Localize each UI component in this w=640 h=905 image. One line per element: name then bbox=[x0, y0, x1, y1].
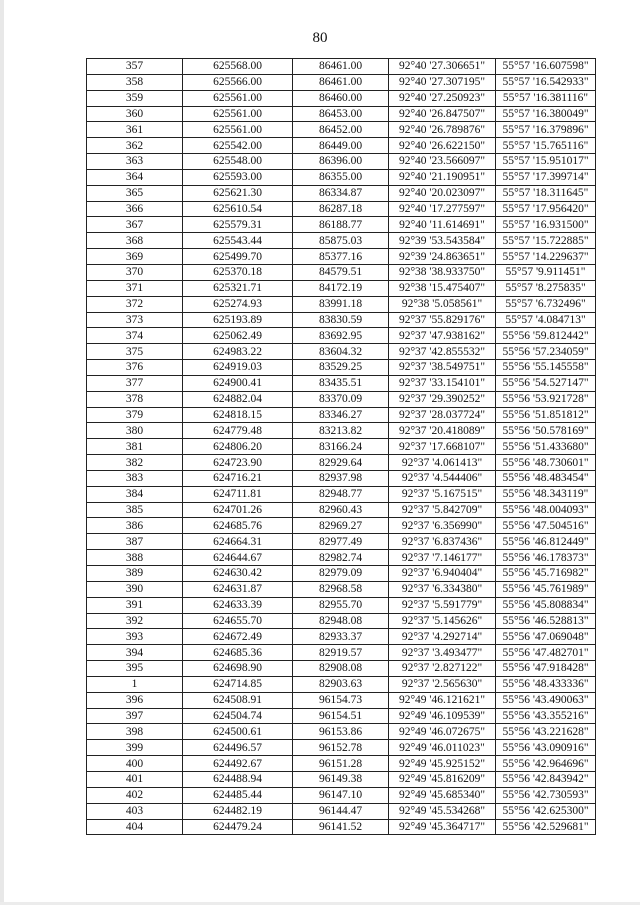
latitude-cell: 55°56 '43.090916" bbox=[496, 740, 596, 756]
table-row bbox=[87, 676, 596, 692]
longitude-cell: 92°37 '7.146177" bbox=[389, 550, 496, 566]
latitude-cell: 55°56 '43.221628" bbox=[496, 724, 596, 740]
y-coordinate-cell: 83370.09 bbox=[293, 391, 389, 407]
x-coordinate-cell: 625566.00 bbox=[183, 74, 293, 90]
table-row bbox=[87, 185, 596, 201]
y-coordinate-cell: 86287.18 bbox=[293, 201, 389, 217]
y-coordinate-cell: 82933.37 bbox=[293, 629, 389, 645]
table-row bbox=[87, 217, 596, 233]
latitude-cell: 55°56 '53.921728" bbox=[496, 391, 596, 407]
y-coordinate-cell: 83213.82 bbox=[293, 423, 389, 439]
y-coordinate-cell: 96152.78 bbox=[293, 740, 389, 756]
longitude-cell: 92°40 '21.190951" bbox=[389, 169, 496, 185]
latitude-cell: 55°56 '45.808834" bbox=[496, 597, 596, 613]
point-number-cell: 396 bbox=[87, 692, 183, 708]
table-row bbox=[87, 138, 596, 154]
longitude-cell: 92°49 '45.534268" bbox=[389, 803, 496, 819]
longitude-cell: 92°40 '27.250923" bbox=[389, 90, 496, 106]
longitude-cell: 92°40 '26.622150" bbox=[389, 138, 496, 154]
table-row bbox=[87, 74, 596, 90]
latitude-cell: 55°56 '46.178373" bbox=[496, 550, 596, 566]
point-number-cell: 391 bbox=[87, 597, 183, 613]
longitude-cell: 92°40 '20.023097" bbox=[389, 185, 496, 201]
y-coordinate-cell: 83529.25 bbox=[293, 360, 389, 376]
table-row bbox=[87, 375, 596, 391]
x-coordinate-cell: 624806.20 bbox=[183, 439, 293, 455]
latitude-cell: 55°56 '42.730593" bbox=[496, 787, 596, 803]
longitude-cell: 92°37 '4.061413" bbox=[389, 455, 496, 471]
x-coordinate-cell: 624500.61 bbox=[183, 724, 293, 740]
table-row bbox=[87, 534, 596, 550]
table-row bbox=[87, 771, 596, 787]
x-coordinate-cell: 624716.21 bbox=[183, 470, 293, 486]
longitude-cell: 92°40 '26.789876" bbox=[389, 122, 496, 138]
longitude-cell: 92°49 '45.816209" bbox=[389, 771, 496, 787]
point-number-cell: 375 bbox=[87, 344, 183, 360]
x-coordinate-cell: 625579.31 bbox=[183, 217, 293, 233]
point-number-cell: 383 bbox=[87, 470, 183, 486]
y-coordinate-cell: 82979.09 bbox=[293, 566, 389, 582]
latitude-cell: 55°56 '48.004093" bbox=[496, 502, 596, 518]
latitude-cell: 55°56 '47.482701" bbox=[496, 645, 596, 661]
table-row bbox=[87, 502, 596, 518]
table-row bbox=[87, 724, 596, 740]
longitude-cell: 92°37 '29.390252" bbox=[389, 391, 496, 407]
latitude-cell: 55°57 '15.951017" bbox=[496, 154, 596, 170]
x-coordinate-cell: 625193.89 bbox=[183, 312, 293, 328]
longitude-cell: 92°40 '27.306651" bbox=[389, 59, 496, 75]
y-coordinate-cell: 86453.00 bbox=[293, 106, 389, 122]
point-number-cell: 387 bbox=[87, 534, 183, 550]
latitude-cell: 55°56 '59.812442" bbox=[496, 328, 596, 344]
latitude-cell: 55°56 '48.433336" bbox=[496, 676, 596, 692]
table-row bbox=[87, 470, 596, 486]
table-row bbox=[87, 90, 596, 106]
point-number-cell: 386 bbox=[87, 518, 183, 534]
table-row bbox=[87, 819, 596, 835]
y-coordinate-cell: 82929.64 bbox=[293, 455, 389, 471]
point-number-cell: 374 bbox=[87, 328, 183, 344]
point-number-cell: 366 bbox=[87, 201, 183, 217]
latitude-cell: 55°56 '48.730601" bbox=[496, 455, 596, 471]
y-coordinate-cell: 82977.49 bbox=[293, 534, 389, 550]
latitude-cell: 55°57 '9.911451" bbox=[496, 264, 596, 280]
latitude-cell: 55°56 '42.529681" bbox=[496, 819, 596, 835]
latitude-cell: 55°56 '47.069048" bbox=[496, 629, 596, 645]
latitude-cell: 55°57 '14.229637" bbox=[496, 249, 596, 265]
point-number-cell: 357 bbox=[87, 59, 183, 75]
x-coordinate-cell: 624818.15 bbox=[183, 407, 293, 423]
latitude-cell: 55°56 '51.433680" bbox=[496, 439, 596, 455]
point-number-cell: 398 bbox=[87, 724, 183, 740]
table-row bbox=[87, 518, 596, 534]
y-coordinate-cell: 96149.38 bbox=[293, 771, 389, 787]
latitude-cell: 55°57 '15.765116" bbox=[496, 138, 596, 154]
longitude-cell: 92°37 '2.565630" bbox=[389, 676, 496, 692]
latitude-cell: 55°56 '48.343119" bbox=[496, 486, 596, 502]
y-coordinate-cell: 83604.32 bbox=[293, 344, 389, 360]
longitude-cell: 92°37 '4.544406" bbox=[389, 470, 496, 486]
longitude-cell: 92°49 '46.109539" bbox=[389, 708, 496, 724]
point-number-cell: 378 bbox=[87, 391, 183, 407]
longitude-cell: 92°49 '46.011023" bbox=[389, 740, 496, 756]
point-number-cell: 402 bbox=[87, 787, 183, 803]
y-coordinate-cell: 96144.47 bbox=[293, 803, 389, 819]
longitude-cell: 92°37 '6.356990" bbox=[389, 518, 496, 534]
table-row bbox=[87, 629, 596, 645]
y-coordinate-cell: 82982.74 bbox=[293, 550, 389, 566]
longitude-cell: 92°38 '15.475407" bbox=[389, 280, 496, 296]
table-row bbox=[87, 201, 596, 217]
y-coordinate-cell: 96154.73 bbox=[293, 692, 389, 708]
point-number-cell: 369 bbox=[87, 249, 183, 265]
point-number-cell: 384 bbox=[87, 486, 183, 502]
y-coordinate-cell: 96141.52 bbox=[293, 819, 389, 835]
point-number-cell: 367 bbox=[87, 217, 183, 233]
table-row bbox=[87, 296, 596, 312]
point-number-cell: 368 bbox=[87, 233, 183, 249]
table-row bbox=[87, 692, 596, 708]
y-coordinate-cell: 86188.77 bbox=[293, 217, 389, 233]
table-row bbox=[87, 391, 596, 407]
point-number-cell: 392 bbox=[87, 613, 183, 629]
x-coordinate-cell: 625621.30 bbox=[183, 185, 293, 201]
point-number-cell: 363 bbox=[87, 154, 183, 170]
point-number-cell: 372 bbox=[87, 296, 183, 312]
x-coordinate-cell: 625561.00 bbox=[183, 122, 293, 138]
x-coordinate-cell: 624672.49 bbox=[183, 629, 293, 645]
point-number-cell: 377 bbox=[87, 375, 183, 391]
longitude-cell: 92°39 '24.863651" bbox=[389, 249, 496, 265]
x-coordinate-cell: 624983.22 bbox=[183, 344, 293, 360]
x-coordinate-cell: 624631.87 bbox=[183, 581, 293, 597]
latitude-cell: 55°57 '16.542933" bbox=[496, 74, 596, 90]
table-row bbox=[87, 803, 596, 819]
y-coordinate-cell: 96147.10 bbox=[293, 787, 389, 803]
latitude-cell: 55°56 '43.490063" bbox=[496, 692, 596, 708]
latitude-cell: 55°56 '46.812449" bbox=[496, 534, 596, 550]
x-coordinate-cell: 624919.03 bbox=[183, 360, 293, 376]
x-coordinate-cell: 624711.81 bbox=[183, 486, 293, 502]
x-coordinate-cell: 624485.44 bbox=[183, 787, 293, 803]
x-coordinate-cell: 624701.26 bbox=[183, 502, 293, 518]
y-coordinate-cell: 83830.59 bbox=[293, 312, 389, 328]
x-coordinate-cell: 624723.90 bbox=[183, 455, 293, 471]
x-coordinate-cell: 624714.85 bbox=[183, 676, 293, 692]
x-coordinate-cell: 625543.44 bbox=[183, 233, 293, 249]
longitude-cell: 92°49 '45.925152" bbox=[389, 756, 496, 772]
latitude-cell: 55°57 '17.956420" bbox=[496, 201, 596, 217]
point-number-cell: 400 bbox=[87, 756, 183, 772]
latitude-cell: 55°56 '46.528813" bbox=[496, 613, 596, 629]
y-coordinate-cell: 86460.00 bbox=[293, 90, 389, 106]
latitude-cell: 55°56 '42.964696" bbox=[496, 756, 596, 772]
longitude-cell: 92°40 '17.277597" bbox=[389, 201, 496, 217]
table-row bbox=[87, 581, 596, 597]
longitude-cell: 92°37 '2.827122" bbox=[389, 661, 496, 677]
y-coordinate-cell: 83435.51 bbox=[293, 375, 389, 391]
y-coordinate-cell: 83166.24 bbox=[293, 439, 389, 455]
x-coordinate-cell: 625548.00 bbox=[183, 154, 293, 170]
latitude-cell: 55°56 '51.851812" bbox=[496, 407, 596, 423]
coordinates-table-body bbox=[87, 59, 596, 835]
table-row bbox=[87, 613, 596, 629]
longitude-cell: 92°37 '33.154101" bbox=[389, 375, 496, 391]
table-row bbox=[87, 233, 596, 249]
y-coordinate-cell: 82948.08 bbox=[293, 613, 389, 629]
latitude-cell: 55°57 '15.722885" bbox=[496, 233, 596, 249]
y-coordinate-cell: 85377.16 bbox=[293, 249, 389, 265]
longitude-cell: 92°40 '26.847507" bbox=[389, 106, 496, 122]
longitude-cell: 92°37 '55.829176" bbox=[389, 312, 496, 328]
x-coordinate-cell: 625561.00 bbox=[183, 90, 293, 106]
latitude-cell: 55°56 '47.918428" bbox=[496, 661, 596, 677]
y-coordinate-cell: 82948.77 bbox=[293, 486, 389, 502]
latitude-cell: 55°57 '16.381116" bbox=[496, 90, 596, 106]
longitude-cell: 92°37 '5.842709" bbox=[389, 502, 496, 518]
table-row bbox=[87, 708, 596, 724]
latitude-cell: 55°56 '43.355216" bbox=[496, 708, 596, 724]
x-coordinate-cell: 625593.00 bbox=[183, 169, 293, 185]
longitude-cell: 92°37 '3.493477" bbox=[389, 645, 496, 661]
table-row bbox=[87, 328, 596, 344]
x-coordinate-cell: 625499.70 bbox=[183, 249, 293, 265]
longitude-cell: 92°37 '28.037724" bbox=[389, 407, 496, 423]
longitude-cell: 92°38 '5.058561" bbox=[389, 296, 496, 312]
point-number-cell: 373 bbox=[87, 312, 183, 328]
x-coordinate-cell: 624685.76 bbox=[183, 518, 293, 534]
table-row bbox=[87, 169, 596, 185]
latitude-cell: 55°56 '54.527147" bbox=[496, 375, 596, 391]
x-coordinate-cell: 624508.91 bbox=[183, 692, 293, 708]
longitude-cell: 92°37 '5.591779" bbox=[389, 597, 496, 613]
y-coordinate-cell: 86396.00 bbox=[293, 154, 389, 170]
table-row bbox=[87, 249, 596, 265]
table-row bbox=[87, 280, 596, 296]
longitude-cell: 92°37 '47.938162" bbox=[389, 328, 496, 344]
point-number-cell: 397 bbox=[87, 708, 183, 724]
longitude-cell: 92°39 '53.543584" bbox=[389, 233, 496, 249]
x-coordinate-cell: 624630.42 bbox=[183, 566, 293, 582]
point-number-cell: 376 bbox=[87, 360, 183, 376]
longitude-cell: 92°37 '4.292714" bbox=[389, 629, 496, 645]
x-coordinate-cell: 625274.93 bbox=[183, 296, 293, 312]
latitude-cell: 55°57 '18.311645" bbox=[496, 185, 596, 201]
table-row bbox=[87, 122, 596, 138]
longitude-cell: 92°37 '17.668107" bbox=[389, 439, 496, 455]
x-coordinate-cell: 625568.00 bbox=[183, 59, 293, 75]
longitude-cell: 92°49 '46.121621" bbox=[389, 692, 496, 708]
longitude-cell: 92°49 '45.685340" bbox=[389, 787, 496, 803]
y-coordinate-cell: 82969.27 bbox=[293, 518, 389, 534]
latitude-cell: 55°57 '6.732496" bbox=[496, 296, 596, 312]
scan-left-edge bbox=[0, 0, 4, 905]
point-number-cell: 389 bbox=[87, 566, 183, 582]
page-number: 80 bbox=[312, 30, 328, 46]
longitude-cell: 92°37 '5.167515" bbox=[389, 486, 496, 502]
latitude-cell: 55°56 '45.761989" bbox=[496, 581, 596, 597]
latitude-cell: 55°56 '45.716982" bbox=[496, 566, 596, 582]
point-number-cell: 393 bbox=[87, 629, 183, 645]
y-coordinate-cell: 84579.51 bbox=[293, 264, 389, 280]
x-coordinate-cell: 624633.39 bbox=[183, 597, 293, 613]
table-row bbox=[87, 312, 596, 328]
y-coordinate-cell: 82908.08 bbox=[293, 661, 389, 677]
y-coordinate-cell: 96151.28 bbox=[293, 756, 389, 772]
y-coordinate-cell: 82960.43 bbox=[293, 502, 389, 518]
table-row bbox=[87, 423, 596, 439]
longitude-cell: 92°37 '6.940404" bbox=[389, 566, 496, 582]
latitude-cell: 55°56 '42.625300" bbox=[496, 803, 596, 819]
x-coordinate-cell: 625561.00 bbox=[183, 106, 293, 122]
point-number-cell: 401 bbox=[87, 771, 183, 787]
y-coordinate-cell: 96154.51 bbox=[293, 708, 389, 724]
table-row bbox=[87, 360, 596, 376]
y-coordinate-cell: 86355.00 bbox=[293, 169, 389, 185]
y-coordinate-cell: 82968.58 bbox=[293, 581, 389, 597]
point-number-cell: 370 bbox=[87, 264, 183, 280]
point-number-cell: 361 bbox=[87, 122, 183, 138]
point-number-cell: 395 bbox=[87, 661, 183, 677]
point-number-cell: 362 bbox=[87, 138, 183, 154]
x-coordinate-cell: 625610.54 bbox=[183, 201, 293, 217]
table-row bbox=[87, 154, 596, 170]
longitude-cell: 92°37 '6.837436" bbox=[389, 534, 496, 550]
longitude-cell: 92°49 '45.364717" bbox=[389, 819, 496, 835]
y-coordinate-cell: 82903.63 bbox=[293, 676, 389, 692]
latitude-cell: 55°57 '16.607598" bbox=[496, 59, 596, 75]
y-coordinate-cell: 82937.98 bbox=[293, 470, 389, 486]
point-number-cell: 385 bbox=[87, 502, 183, 518]
latitude-cell: 55°56 '50.578169" bbox=[496, 423, 596, 439]
table-row bbox=[87, 59, 596, 75]
table-row bbox=[87, 407, 596, 423]
longitude-cell: 92°37 '6.334380" bbox=[389, 581, 496, 597]
x-coordinate-cell: 624504.74 bbox=[183, 708, 293, 724]
point-number-cell: 404 bbox=[87, 819, 183, 835]
table-row bbox=[87, 645, 596, 661]
longitude-cell: 92°37 '42.855532" bbox=[389, 344, 496, 360]
x-coordinate-cell: 625542.00 bbox=[183, 138, 293, 154]
point-number-cell: 382 bbox=[87, 455, 183, 471]
latitude-cell: 55°57 '8.275835" bbox=[496, 280, 596, 296]
table-row bbox=[87, 740, 596, 756]
longitude-cell: 92°40 '11.614691" bbox=[389, 217, 496, 233]
table-row bbox=[87, 756, 596, 772]
y-coordinate-cell: 86452.00 bbox=[293, 122, 389, 138]
point-number-cell: 364 bbox=[87, 169, 183, 185]
latitude-cell: 55°56 '57.234059" bbox=[496, 344, 596, 360]
point-number-cell: 381 bbox=[87, 439, 183, 455]
x-coordinate-cell: 624496.57 bbox=[183, 740, 293, 756]
coordinates-table bbox=[86, 58, 596, 835]
x-coordinate-cell: 624492.67 bbox=[183, 756, 293, 772]
point-number-cell: 371 bbox=[87, 280, 183, 296]
longitude-cell: 92°37 '38.549751" bbox=[389, 360, 496, 376]
point-number-cell: 388 bbox=[87, 550, 183, 566]
x-coordinate-cell: 625370.18 bbox=[183, 264, 293, 280]
table-row bbox=[87, 344, 596, 360]
table-row bbox=[87, 264, 596, 280]
y-coordinate-cell: 86461.00 bbox=[293, 59, 389, 75]
x-coordinate-cell: 624698.90 bbox=[183, 661, 293, 677]
point-number-cell: 390 bbox=[87, 581, 183, 597]
latitude-cell: 55°56 '47.504516" bbox=[496, 518, 596, 534]
point-number-cell: 379 bbox=[87, 407, 183, 423]
point-number-cell: 359 bbox=[87, 90, 183, 106]
point-number-cell: 1 bbox=[87, 676, 183, 692]
x-coordinate-cell: 625321.71 bbox=[183, 280, 293, 296]
longitude-cell: 92°38 '38.933750" bbox=[389, 264, 496, 280]
x-coordinate-cell: 624664.31 bbox=[183, 534, 293, 550]
table-row bbox=[87, 106, 596, 122]
point-number-cell: 380 bbox=[87, 423, 183, 439]
table-row bbox=[87, 597, 596, 613]
x-coordinate-cell: 624900.41 bbox=[183, 375, 293, 391]
latitude-cell: 55°56 '48.483454" bbox=[496, 470, 596, 486]
y-coordinate-cell: 84172.19 bbox=[293, 280, 389, 296]
table-row bbox=[87, 550, 596, 566]
point-number-cell: 399 bbox=[87, 740, 183, 756]
point-number-cell: 394 bbox=[87, 645, 183, 661]
x-coordinate-cell: 624685.36 bbox=[183, 645, 293, 661]
latitude-cell: 55°57 '17.399714" bbox=[496, 169, 596, 185]
y-coordinate-cell: 83692.95 bbox=[293, 328, 389, 344]
latitude-cell: 55°57 '16.380049" bbox=[496, 106, 596, 122]
longitude-cell: 92°40 '27.307195" bbox=[389, 74, 496, 90]
point-number-cell: 358 bbox=[87, 74, 183, 90]
y-coordinate-cell: 86449.00 bbox=[293, 138, 389, 154]
latitude-cell: 55°57 '4.084713" bbox=[496, 312, 596, 328]
latitude-cell: 55°56 '42.843942" bbox=[496, 771, 596, 787]
longitude-cell: 92°37 '20.418089" bbox=[389, 423, 496, 439]
y-coordinate-cell: 83346.27 bbox=[293, 407, 389, 423]
y-coordinate-cell: 83991.18 bbox=[293, 296, 389, 312]
x-coordinate-cell: 624882.04 bbox=[183, 391, 293, 407]
longitude-cell: 92°49 '46.072675" bbox=[389, 724, 496, 740]
y-coordinate-cell: 82955.70 bbox=[293, 597, 389, 613]
x-coordinate-cell: 624479.24 bbox=[183, 819, 293, 835]
point-number-cell: 365 bbox=[87, 185, 183, 201]
table-row bbox=[87, 661, 596, 677]
x-coordinate-cell: 624655.70 bbox=[183, 613, 293, 629]
table-row bbox=[87, 455, 596, 471]
longitude-cell: 92°40 '23.566097" bbox=[389, 154, 496, 170]
point-number-cell: 403 bbox=[87, 803, 183, 819]
longitude-cell: 92°37 '5.145626" bbox=[389, 613, 496, 629]
table-row bbox=[87, 439, 596, 455]
y-coordinate-cell: 82919.57 bbox=[293, 645, 389, 661]
latitude-cell: 55°57 '16.379896" bbox=[496, 122, 596, 138]
point-number-cell: 360 bbox=[87, 106, 183, 122]
latitude-cell: 55°56 '55.145558" bbox=[496, 360, 596, 376]
y-coordinate-cell: 86461.00 bbox=[293, 74, 389, 90]
latitude-cell: 55°57 '16.931500" bbox=[496, 217, 596, 233]
table-row bbox=[87, 486, 596, 502]
x-coordinate-cell: 625062.49 bbox=[183, 328, 293, 344]
x-coordinate-cell: 624779.48 bbox=[183, 423, 293, 439]
y-coordinate-cell: 96153.86 bbox=[293, 724, 389, 740]
x-coordinate-cell: 624482.19 bbox=[183, 803, 293, 819]
y-coordinate-cell: 86334.87 bbox=[293, 185, 389, 201]
table-row bbox=[87, 787, 596, 803]
y-coordinate-cell: 85875.03 bbox=[293, 233, 389, 249]
x-coordinate-cell: 624644.67 bbox=[183, 550, 293, 566]
table-row bbox=[87, 566, 596, 582]
x-coordinate-cell: 624488.94 bbox=[183, 771, 293, 787]
